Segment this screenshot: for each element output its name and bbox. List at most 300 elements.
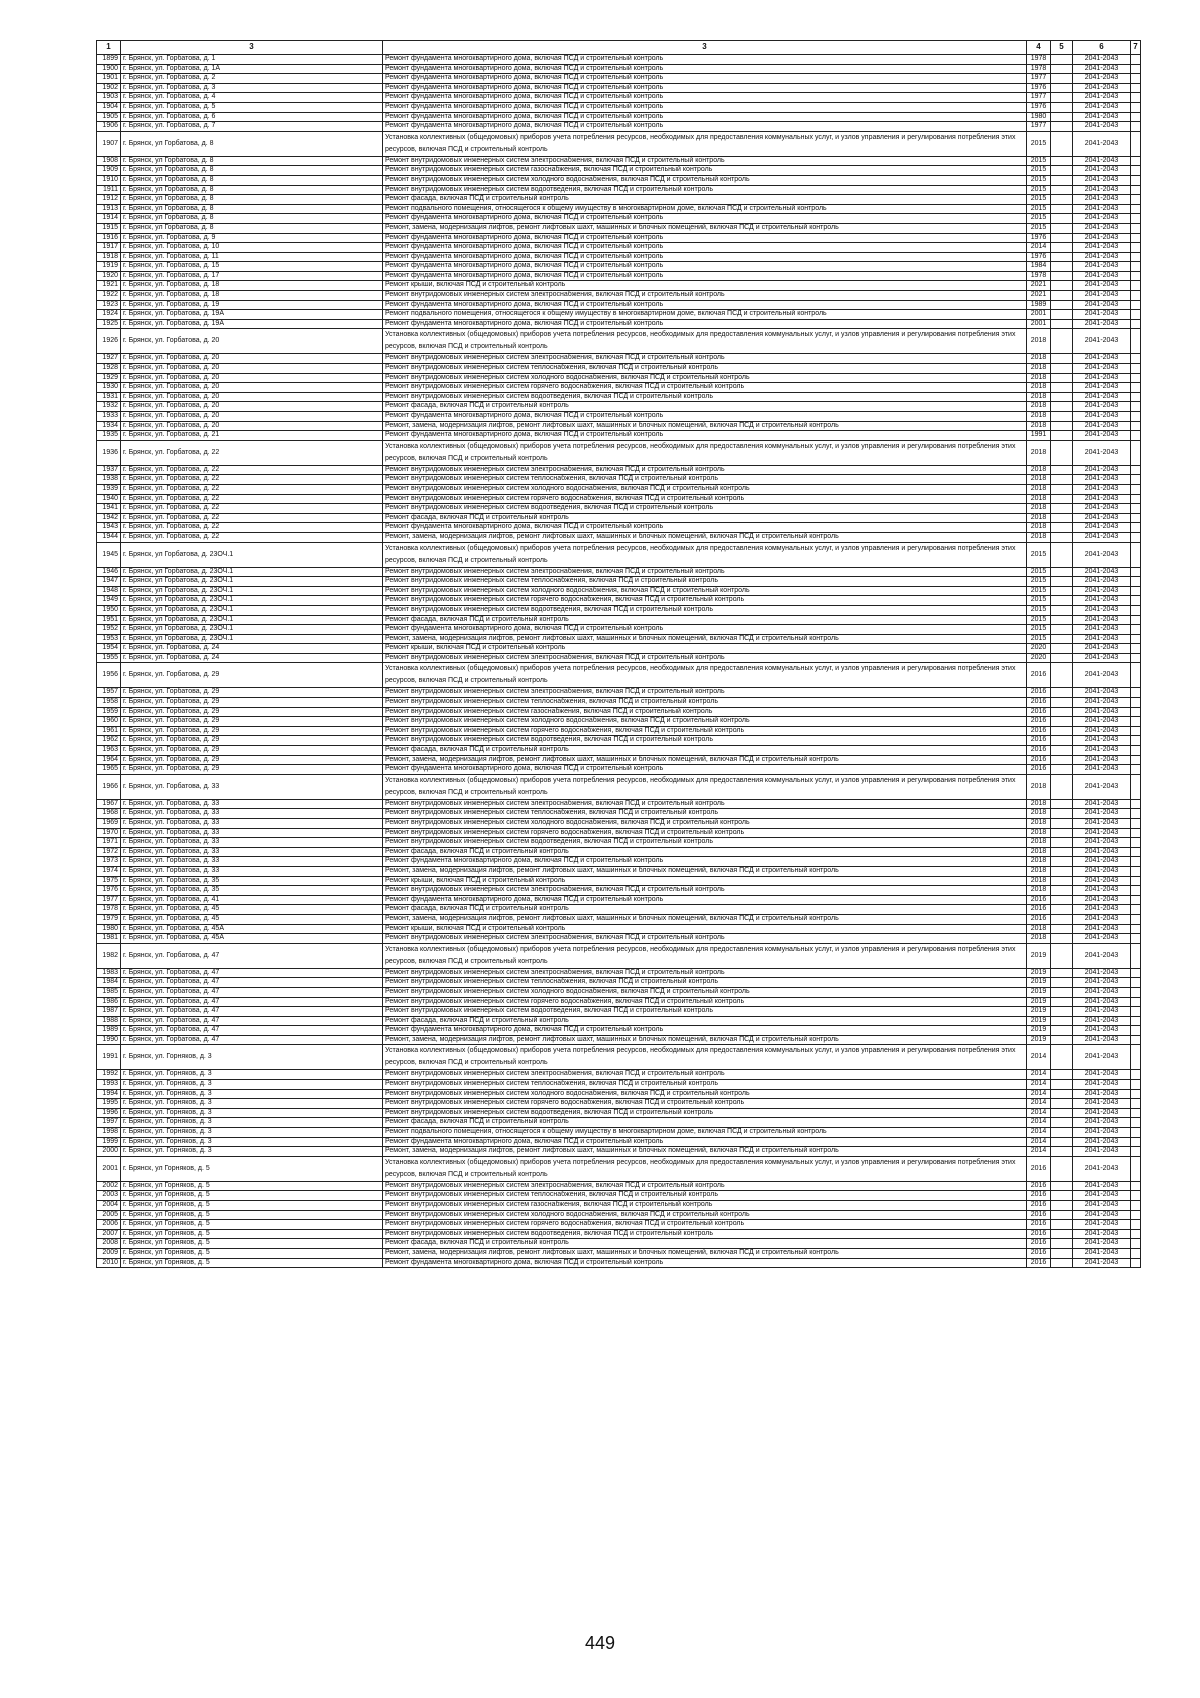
cell-row-number: 1910 (97, 175, 121, 185)
cell-row-number: 1961 (97, 726, 121, 736)
table-row (97, 1137, 1141, 1147)
cell-col-7 (1131, 847, 1141, 857)
cell-year: 1976 (1027, 252, 1051, 262)
cell-col-7 (1131, 233, 1141, 243)
cell-col-5 (1051, 567, 1073, 577)
cell-col-5 (1051, 402, 1073, 412)
cell-col-7 (1131, 634, 1141, 644)
cell-work-type: Установка коллективных (общедомовых) приборов учета потребления ресурсов, необходимых для предоставления коммунальных услуг, и узлов управления и регулирования потребления этих ресурсов, включая ПСД и строительный контроль (383, 329, 1027, 354)
cell-row-number: 1928 (97, 364, 121, 374)
cell-address: г. Брянск, ул. Горбатова, д. 22 (121, 484, 383, 494)
cell-work-type: Установка коллективных (общедомовых) приборов учета потребления ресурсов, необходимых для предоставления коммунальных услуг, и узлов управления и регулирования потребления этих ресурсов, включая ПСД и строительный контроль (383, 663, 1027, 688)
cell-year: 2016 (1027, 905, 1051, 915)
cell-work-type: Ремонт внутридомовых инженерных систем электроснабжения, включая ПСД и строительный контроль (383, 1070, 1027, 1080)
table-row (97, 809, 1141, 819)
cell-col-7 (1131, 934, 1141, 944)
table-row (97, 1229, 1141, 1239)
cell-year: 2016 (1027, 663, 1051, 688)
table-row (97, 504, 1141, 514)
table-row (97, 634, 1141, 644)
cell-period: 2041-2043 (1073, 857, 1131, 867)
cell-col-7 (1131, 876, 1141, 886)
cell-year: 2018 (1027, 857, 1051, 867)
cell-work-type: Установка коллективных (общедомовых) приборов учета потребления ресурсов, необходимых для предоставления коммунальных услуг, и узлов управления и регулирования потребления этих ресурсов, включая ПСД и строительный контроль (383, 131, 1027, 156)
table-row (97, 1016, 1141, 1026)
cell-year: 1977 (1027, 122, 1051, 132)
cell-row-number: 1903 (97, 93, 121, 103)
cell-row-number: 1973 (97, 857, 121, 867)
cell-period: 2041-2043 (1073, 653, 1131, 663)
cell-work-type: Ремонт, замена, модернизация лифтов, ремонт лифтовых шахт, машинных и блочных помещений, включая ПСД и строительный контроль (383, 634, 1027, 644)
cell-period: 2041-2043 (1073, 924, 1131, 934)
cell-col-7 (1131, 644, 1141, 654)
cell-work-type: Ремонт внутридомовых инженерных систем теплоснабжения, включая ПСД и строительный контроль (383, 1191, 1027, 1201)
cell-work-type: Ремонт внутридомовых инженерных систем горячего водоснабжения, включая ПСД и строительный контроль (383, 494, 1027, 504)
cell-col-5 (1051, 122, 1073, 132)
cell-col-7 (1131, 1016, 1141, 1026)
cell-col-5 (1051, 310, 1073, 320)
table-body (97, 55, 1141, 1268)
repair-schedule-table (96, 40, 1141, 1268)
cell-col-7 (1131, 421, 1141, 431)
cell-year: 2018 (1027, 494, 1051, 504)
cell-work-type: Ремонт, замена, модернизация лифтов, ремонт лифтовых шахт, машинных и блочных помещений, включая ПСД и строительный контроль (383, 1035, 1027, 1045)
cell-period: 2041-2043 (1073, 112, 1131, 122)
cell-row-number: 1977 (97, 895, 121, 905)
cell-period: 2041-2043 (1073, 1201, 1131, 1211)
cell-period: 2041-2043 (1073, 774, 1131, 799)
cell-address: г. Брянск, ул. Горбатова, д. 22 (121, 532, 383, 542)
cell-address: г. Брянск, ул. Горбатова, д. 22 (121, 513, 383, 523)
cell-row-number: 1965 (97, 765, 121, 775)
cell-row-number: 1934 (97, 421, 121, 431)
table-row (97, 532, 1141, 542)
cell-address: г. Брянск, ул. Горбатова, д. 20 (121, 383, 383, 393)
cell-period: 2041-2043 (1073, 1229, 1131, 1239)
cell-col-7 (1131, 886, 1141, 896)
cell-col-7 (1131, 943, 1141, 968)
cell-period: 2041-2043 (1073, 223, 1131, 233)
table-row (97, 431, 1141, 441)
cell-address: г. Брянск, ул. Горбатова, д. 15 (121, 262, 383, 272)
cell-col-5 (1051, 542, 1073, 567)
cell-work-type: Ремонт фундамента многоквартирного дома, включая ПСД и строительный контроль (383, 214, 1027, 224)
table-row (97, 1026, 1141, 1036)
table-row (97, 122, 1141, 132)
cell-col-7 (1131, 688, 1141, 698)
cell-col-5 (1051, 421, 1073, 431)
cell-row-number: 1922 (97, 291, 121, 301)
table-row (97, 924, 1141, 934)
cell-work-type: Ремонт фундамента многоквартирного дома, включая ПСД и строительный контроль (383, 64, 1027, 74)
cell-work-type: Ремонт фундамента многоквартирного дома, включая ПСД и строительный контроль (383, 431, 1027, 441)
cell-period: 2041-2043 (1073, 262, 1131, 272)
cell-col-7 (1131, 978, 1141, 988)
cell-col-5 (1051, 204, 1073, 214)
cell-period: 2041-2043 (1073, 532, 1131, 542)
cell-period: 2041-2043 (1073, 586, 1131, 596)
cell-address: г. Брянск, ул. Горбатова, д. 29 (121, 765, 383, 775)
cell-col-5 (1051, 736, 1073, 746)
cell-work-type: Ремонт внутридомовых инженерных систем теплоснабжения, включая ПСД и строительный контроль (383, 698, 1027, 708)
table-row (97, 1181, 1141, 1191)
cell-work-type: Ремонт фасада, включая ПСД и строительный контроль (383, 905, 1027, 915)
cell-year: 2016 (1027, 698, 1051, 708)
table-row (97, 1156, 1141, 1181)
cell-col-5 (1051, 615, 1073, 625)
cell-row-number: 1912 (97, 195, 121, 205)
table-header (97, 41, 1141, 55)
cell-address: г. Брянск, ул. Горняков, д. 3 (121, 1070, 383, 1080)
cell-period: 2041-2043 (1073, 1248, 1131, 1258)
cell-row-number: 1913 (97, 204, 121, 214)
cell-address: г. Брянск, ул. Горбатова, д. 47 (121, 1016, 383, 1026)
cell-work-type: Ремонт внутридомовых инженерных систем теплоснабжения, включая ПСД и строительный контроль (383, 364, 1027, 374)
cell-row-number: 1968 (97, 809, 121, 819)
cell-work-type: Установка коллективных (общедомовых) приборов учета потребления ресурсов, необходимых для предоставления коммунальных услуг, и узлов управления и регулирования потребления этих ресурсов, включая ПСД и строительный контроль (383, 1156, 1027, 1181)
cell-period: 2041-2043 (1073, 1210, 1131, 1220)
cell-period: 2041-2043 (1073, 1016, 1131, 1026)
cell-row-number: 1970 (97, 828, 121, 838)
cell-row-number: 1930 (97, 383, 121, 393)
cell-address: г. Брянск, ул. Горбатова, д. 24 (121, 653, 383, 663)
cell-col-5 (1051, 156, 1073, 166)
cell-year: 2015 (1027, 131, 1051, 156)
cell-col-7 (1131, 828, 1141, 838)
cell-col-7 (1131, 866, 1141, 876)
table-row (97, 1070, 1141, 1080)
table-row (97, 1210, 1141, 1220)
table-row (97, 112, 1141, 122)
cell-work-type: Ремонт внутридомовых инженерных систем холодного водоснабжения, включая ПСД и строительный контроль (383, 175, 1027, 185)
cell-year: 2018 (1027, 412, 1051, 422)
cell-col-5 (1051, 1007, 1073, 1017)
cell-col-7 (1131, 281, 1141, 291)
cell-col-7 (1131, 819, 1141, 829)
cell-year: 2014 (1027, 1147, 1051, 1157)
cell-year: 1978 (1027, 64, 1051, 74)
cell-work-type: Ремонт, замена, модернизация лифтов, ремонт лифтовых шахт, машинных и блочных помещений, включая ПСД и строительный контроль (383, 532, 1027, 542)
cell-row-number: 1971 (97, 838, 121, 848)
cell-col-5 (1051, 233, 1073, 243)
cell-year: 2015 (1027, 185, 1051, 195)
cell-period: 2041-2043 (1073, 1080, 1131, 1090)
cell-col-5 (1051, 799, 1073, 809)
cell-col-7 (1131, 214, 1141, 224)
cell-year: 2018 (1027, 799, 1051, 809)
table-row (97, 1191, 1141, 1201)
cell-col-7 (1131, 838, 1141, 848)
cell-period: 2041-2043 (1073, 644, 1131, 654)
cell-work-type: Ремонт внутридомовых инженерных систем водоотведения, включая ПСД и строительный контроль (383, 1108, 1027, 1118)
cell-row-number: 1943 (97, 523, 121, 533)
cell-address: г. Брянск, ул. Горбатова, д. 22 (121, 440, 383, 465)
cell-work-type: Ремонт, замена, модернизация лифтов, ремонт лифтовых шахт, машинных и блочных помещений, включая ПСД и строительный контроль (383, 866, 1027, 876)
cell-address: г. Брянск, ул. Горбатова, д. 20 (121, 402, 383, 412)
cell-year: 2018 (1027, 876, 1051, 886)
cell-period: 2041-2043 (1073, 319, 1131, 329)
table-row (97, 615, 1141, 625)
cell-col-7 (1131, 532, 1141, 542)
cell-col-5 (1051, 329, 1073, 354)
cell-row-number: 1916 (97, 233, 121, 243)
cell-col-7 (1131, 799, 1141, 809)
cell-period: 2041-2043 (1073, 1035, 1131, 1045)
header-col-4: 4 (1027, 41, 1051, 55)
cell-col-7 (1131, 1007, 1141, 1017)
cell-address: г. Брянск, ул. Горбатова, д. 33 (121, 857, 383, 867)
table-row (97, 997, 1141, 1007)
cell-col-5 (1051, 1070, 1073, 1080)
cell-work-type: Ремонт фасада, включая ПСД и строительный контроль (383, 513, 1027, 523)
cell-year: 2018 (1027, 774, 1051, 799)
cell-work-type: Ремонт фундамента многоквартирного дома, включая ПСД и строительный контроль (383, 625, 1027, 635)
cell-col-7 (1131, 204, 1141, 214)
cell-col-5 (1051, 112, 1073, 122)
table-row (97, 440, 1141, 465)
cell-address: г. Брянск, ул. Горбатова, д. 1А (121, 64, 383, 74)
cell-row-number: 1909 (97, 166, 121, 176)
cell-year: 2018 (1027, 329, 1051, 354)
cell-col-7 (1131, 291, 1141, 301)
cell-col-7 (1131, 924, 1141, 934)
cell-col-7 (1131, 1080, 1141, 1090)
table-row (97, 605, 1141, 615)
cell-work-type: Ремонт внутридомовых инженерных систем электроснабжения, включая ПСД и строительный контроль (383, 653, 1027, 663)
cell-row-number: 1976 (97, 886, 121, 896)
table-row (97, 847, 1141, 857)
cell-col-5 (1051, 243, 1073, 253)
table-row (97, 1045, 1141, 1070)
table-row (97, 166, 1141, 176)
cell-col-7 (1131, 465, 1141, 475)
cell-col-7 (1131, 914, 1141, 924)
cell-address: г. Брянск, ул. Горбатова, д. 1 (121, 55, 383, 65)
cell-period: 2041-2043 (1073, 93, 1131, 103)
cell-address: г. Брянск, ул. Горбатова, д. 10 (121, 243, 383, 253)
cell-period: 2041-2043 (1073, 74, 1131, 84)
cell-work-type: Ремонт фасада, включая ПСД и строительный контроль (383, 615, 1027, 625)
cell-year: 2018 (1027, 402, 1051, 412)
cell-col-5 (1051, 1108, 1073, 1118)
cell-row-number: 1981 (97, 934, 121, 944)
table-row (97, 364, 1141, 374)
cell-col-5 (1051, 924, 1073, 934)
cell-period: 2041-2043 (1073, 475, 1131, 485)
cell-period: 2041-2043 (1073, 987, 1131, 997)
cell-col-7 (1131, 412, 1141, 422)
cell-col-5 (1051, 465, 1073, 475)
table-row (97, 1118, 1141, 1128)
cell-row-number: 1969 (97, 819, 121, 829)
cell-work-type: Ремонт подвального помещения, относящегося к общему имуществу в многоквартирном доме, включая ПСД и строительный контроль (383, 1128, 1027, 1138)
cell-row-number: 1899 (97, 55, 121, 65)
cell-row-number: 2003 (97, 1191, 121, 1201)
cell-period: 2041-2043 (1073, 156, 1131, 166)
cell-period: 2041-2043 (1073, 523, 1131, 533)
table-row (97, 175, 1141, 185)
cell-year: 2018 (1027, 809, 1051, 819)
cell-address: г. Брянск, ул. Горбатова, д. 5 (121, 102, 383, 112)
cell-period: 2041-2043 (1073, 1007, 1131, 1017)
cell-col-5 (1051, 688, 1073, 698)
cell-year: 1977 (1027, 93, 1051, 103)
cell-year: 2019 (1027, 1007, 1051, 1017)
cell-address: г. Брянск, ул. Горбатова, д. 47 (121, 997, 383, 1007)
cell-period: 2041-2043 (1073, 866, 1131, 876)
cell-col-5 (1051, 968, 1073, 978)
cell-period: 2041-2043 (1073, 838, 1131, 848)
cell-address: г. Брянск, ул. Горбатова, д. 20 (121, 354, 383, 364)
table-row (97, 310, 1141, 320)
cell-year: 2018 (1027, 354, 1051, 364)
cell-row-number: 2008 (97, 1239, 121, 1249)
cell-row-number: 2002 (97, 1181, 121, 1191)
table-row (97, 329, 1141, 354)
cell-col-7 (1131, 586, 1141, 596)
cell-year: 2018 (1027, 847, 1051, 857)
cell-address: г. Брянск, ул. Горбатова, д. 47 (121, 968, 383, 978)
cell-year: 2018 (1027, 886, 1051, 896)
cell-address: г. Брянск, ул. Горбатова, д. 29 (121, 698, 383, 708)
cell-work-type: Ремонт фундамента многоквартирного дома, включая ПСД и строительный контроль (383, 765, 1027, 775)
cell-period: 2041-2043 (1073, 252, 1131, 262)
cell-work-type: Ремонт фасада, включая ПСД и строительный контроль (383, 195, 1027, 205)
cell-row-number: 1917 (97, 243, 121, 253)
cell-period: 2041-2043 (1073, 484, 1131, 494)
cell-address: г. Брянск, ул. Горбатова, д. 47 (121, 978, 383, 988)
cell-period: 2041-2043 (1073, 83, 1131, 93)
cell-period: 2041-2043 (1073, 997, 1131, 1007)
table-row (97, 905, 1141, 915)
cell-work-type: Ремонт внутридомовых инженерных систем горячего водоснабжения, включая ПСД и строительный контроль (383, 1099, 1027, 1109)
table-row (97, 876, 1141, 886)
cell-row-number: 1949 (97, 596, 121, 606)
cell-work-type: Ремонт внутридомовых инженерных систем электроснабжения, включая ПСД и строительный контроль (383, 1181, 1027, 1191)
cell-col-7 (1131, 1137, 1141, 1147)
table-row (97, 746, 1141, 756)
cell-work-type: Ремонт внутридомовых инженерных систем горячего водоснабжения, включая ПСД и строительный контроль (383, 383, 1027, 393)
cell-col-7 (1131, 1220, 1141, 1230)
cell-col-7 (1131, 857, 1141, 867)
cell-col-7 (1131, 1239, 1141, 1249)
cell-year: 2015 (1027, 195, 1051, 205)
cell-work-type: Ремонт фундамента многоквартирного дома, включая ПСД и строительный контроль (383, 55, 1027, 65)
cell-work-type: Ремонт крыши, включая ПСД и строительный контроль (383, 281, 1027, 291)
cell-work-type: Ремонт внутридомовых инженерных систем холодного водоснабжения, включая ПСД и строительный контроль (383, 1089, 1027, 1099)
cell-address: г. Брянск, ул. Горбатова, д. 20 (121, 373, 383, 383)
cell-work-type: Ремонт внутридомовых инженерных систем холодного водоснабжения, включая ПСД и строительный контроль (383, 1210, 1027, 1220)
table-row (97, 64, 1141, 74)
cell-col-5 (1051, 195, 1073, 205)
table-row (97, 857, 1141, 867)
table-row (97, 74, 1141, 84)
header-col-7: 7 (1131, 41, 1141, 55)
cell-year: 2001 (1027, 310, 1051, 320)
cell-address: г. Брянск, ул. Горбатова, д. 29 (121, 663, 383, 688)
cell-col-7 (1131, 717, 1141, 727)
cell-year: 2015 (1027, 625, 1051, 635)
cell-work-type: Ремонт внутридомовых инженерных систем горячего водоснабжения, включая ПСД и строительный контроль (383, 997, 1027, 1007)
table-row (97, 354, 1141, 364)
cell-col-5 (1051, 271, 1073, 281)
cell-period: 2041-2043 (1073, 243, 1131, 253)
cell-year: 2018 (1027, 866, 1051, 876)
cell-work-type: Ремонт фасада, включая ПСД и строительный контроль (383, 1239, 1027, 1249)
cell-col-7 (1131, 383, 1141, 393)
cell-address: г. Брянск, ул Горбатова, д. 8 (121, 131, 383, 156)
cell-year: 2018 (1027, 373, 1051, 383)
cell-row-number: 1944 (97, 532, 121, 542)
cell-address: г. Брянск, ул. Горбатова, д. 33 (121, 799, 383, 809)
cell-work-type: Установка коллективных (общедомовых) приборов учета потребления ресурсов, необходимых для предоставления коммунальных услуг, и узлов управления и регулирования потребления этих ресурсов, включая ПСД и строительный контроль (383, 1045, 1027, 1070)
cell-address: г. Брянск, ул. Горбатова, д. 21 (121, 431, 383, 441)
cell-col-7 (1131, 329, 1141, 354)
cell-address: г. Брянск, ул Горбатова, д. 8 (121, 156, 383, 166)
cell-year: 2016 (1027, 688, 1051, 698)
cell-period: 2041-2043 (1073, 688, 1131, 698)
cell-col-7 (1131, 1191, 1141, 1201)
table-row (97, 1147, 1141, 1157)
cell-period: 2041-2043 (1073, 310, 1131, 320)
cell-address: г. Брянск, ул Горняков, д. 5 (121, 1239, 383, 1249)
cell-col-5 (1051, 765, 1073, 775)
table-row (97, 838, 1141, 848)
cell-col-7 (1131, 1089, 1141, 1099)
cell-col-5 (1051, 1201, 1073, 1211)
cell-work-type: Ремонт внутридомовых инженерных систем водоотведения, включая ПСД и строительный контроль (383, 1229, 1027, 1239)
cell-row-number: 1927 (97, 354, 121, 364)
cell-row-number: 1929 (97, 373, 121, 383)
cell-col-5 (1051, 412, 1073, 422)
cell-col-5 (1051, 1045, 1073, 1070)
cell-col-7 (1131, 615, 1141, 625)
cell-col-7 (1131, 475, 1141, 485)
cell-year: 2019 (1027, 997, 1051, 1007)
cell-row-number: 1979 (97, 914, 121, 924)
cell-year: 2015 (1027, 214, 1051, 224)
cell-period: 2041-2043 (1073, 809, 1131, 819)
cell-year: 2014 (1027, 1089, 1051, 1099)
cell-address: г. Брянск, ул Горняков, д. 5 (121, 1201, 383, 1211)
cell-period: 2041-2043 (1073, 131, 1131, 156)
cell-row-number: 1978 (97, 905, 121, 915)
header-col-5: 5 (1051, 41, 1073, 55)
cell-row-number: 1967 (97, 799, 121, 809)
cell-address: г. Брянск, ул. Горбатова, д. 33 (121, 866, 383, 876)
cell-work-type: Ремонт фундамента многоквартирного дома, включая ПСД и строительный контроль (383, 122, 1027, 132)
cell-period: 2041-2043 (1073, 567, 1131, 577)
cell-col-7 (1131, 185, 1141, 195)
cell-row-number: 1941 (97, 504, 121, 514)
table-row (97, 596, 1141, 606)
cell-row-number: 1980 (97, 924, 121, 934)
cell-address: г. Брянск, ул. Горбатова, д. 19А (121, 319, 383, 329)
cell-row-number: 2005 (97, 1210, 121, 1220)
table-row (97, 799, 1141, 809)
cell-period: 2041-2043 (1073, 736, 1131, 746)
cell-address: г. Брянск, ул. Горбатова, д. 47 (121, 943, 383, 968)
cell-col-7 (1131, 300, 1141, 310)
cell-work-type: Ремонт фундамента многоквартирного дома, включая ПСД и строительный контроль (383, 102, 1027, 112)
cell-row-number: 1935 (97, 431, 121, 441)
cell-col-5 (1051, 83, 1073, 93)
cell-col-7 (1131, 809, 1141, 819)
cell-address: г. Брянск, ул Горбатова, д. 8 (121, 185, 383, 195)
cell-year: 2018 (1027, 513, 1051, 523)
cell-col-5 (1051, 644, 1073, 654)
cell-row-number: 1956 (97, 663, 121, 688)
